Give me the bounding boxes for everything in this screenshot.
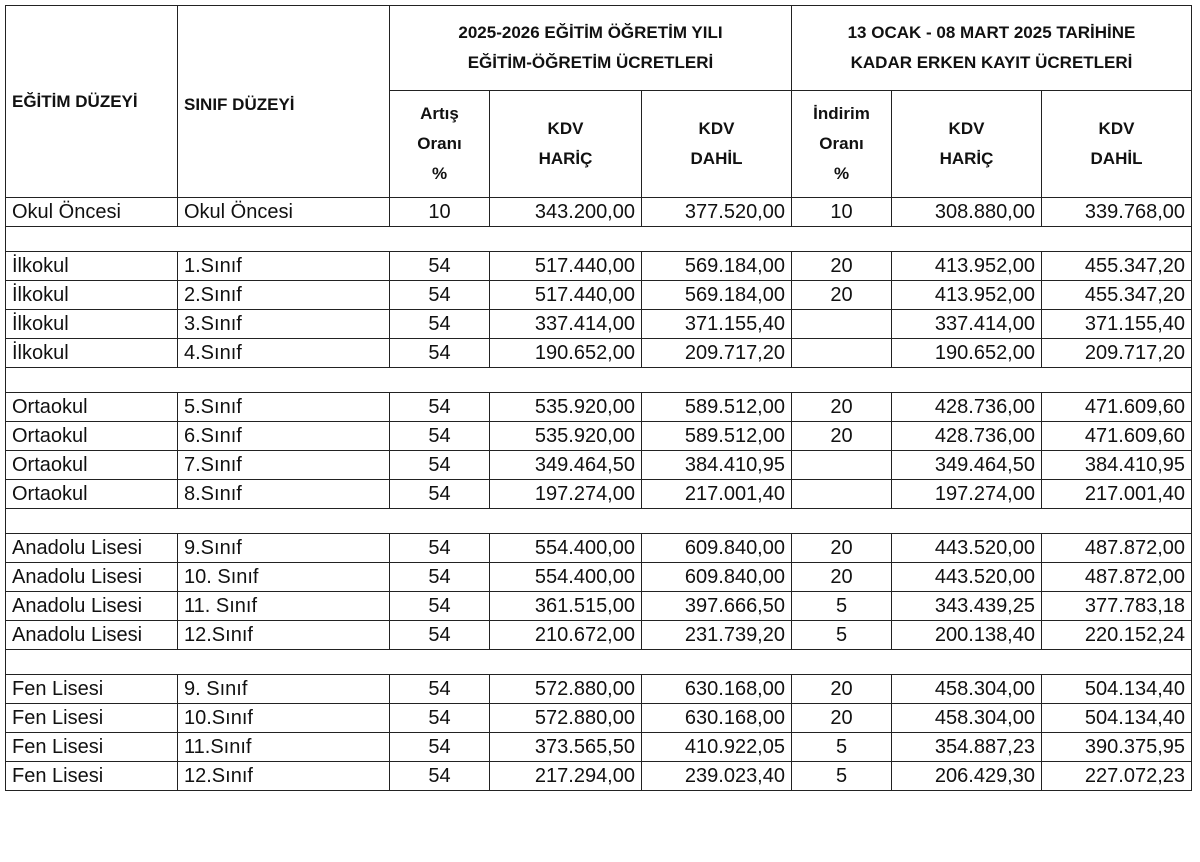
fee-excl-vat-cell: 517.440,00: [490, 281, 642, 310]
increase-rate-cell: 54: [390, 675, 490, 704]
table-row: [6, 704, 1192, 733]
discount-rate-cell: [792, 480, 892, 509]
early-fee-incl-vat-cell: 339.768,00: [1042, 198, 1192, 227]
header-fees-group-line2: EĞİTİM-ÖĞRETİM ÜCRETLERİ: [467, 53, 714, 72]
header-early-group: [792, 6, 1192, 91]
early-fee-excl-vat-cell: 354.887,23: [892, 733, 1042, 762]
discount-rate-cell: 20: [792, 534, 892, 563]
increase-rate-cell: 54: [390, 339, 490, 368]
header-row-top: [6, 6, 1192, 91]
header-early-excl-vat: [892, 91, 1042, 198]
class-level-cell: 10. Sınıf: [178, 563, 390, 592]
header-increase-rate-line: Artış: [420, 104, 459, 123]
table-row: [6, 733, 1192, 762]
fee-incl-vat-cell: 569.184,00: [642, 281, 792, 310]
early-fee-excl-vat-cell: 337.414,00: [892, 310, 1042, 339]
header-early-excl-vat-line: HARİÇ: [939, 149, 994, 168]
header-discount-rate-line: Oranı: [819, 134, 864, 153]
education-level-cell: Fen Lisesi: [6, 704, 178, 733]
early-fee-excl-vat-cell: 428.736,00: [892, 422, 1042, 451]
increase-rate-cell: 54: [390, 762, 490, 791]
fee-excl-vat-cell: 572.880,00: [490, 704, 642, 733]
education-level-cell: Anadolu Lisesi: [6, 621, 178, 650]
table-row: [6, 198, 1192, 227]
class-level-cell: 11.Sınıf: [178, 733, 390, 762]
education-level-cell: Ortaokul: [6, 480, 178, 509]
fee-incl-vat-cell: 239.023,40: [642, 762, 792, 791]
discount-rate-cell: 5: [792, 592, 892, 621]
header-increase-rate: [390, 91, 490, 198]
education-level-cell: Anadolu Lisesi: [6, 592, 178, 621]
early-fee-incl-vat-cell: 487.872,00: [1042, 534, 1192, 563]
table-row: [6, 422, 1192, 451]
fee-incl-vat-cell: 589.512,00: [642, 422, 792, 451]
fee-excl-vat-cell: 572.880,00: [490, 675, 642, 704]
fee-excl-vat-cell: 554.400,00: [490, 563, 642, 592]
header-early-incl-vat-line: KDV: [1098, 119, 1135, 138]
early-fee-excl-vat-cell: 349.464,50: [892, 451, 1042, 480]
increase-rate-cell: 54: [390, 480, 490, 509]
education-level-cell: Okul Öncesi: [6, 198, 178, 227]
early-fee-incl-vat-cell: 377.783,18: [1042, 592, 1192, 621]
fee-incl-vat-cell: 209.717,20: [642, 339, 792, 368]
class-level-cell: 12.Sınıf: [178, 621, 390, 650]
class-level-cell: 11. Sınıf: [178, 592, 390, 621]
fee-incl-vat-cell: 217.001,40: [642, 480, 792, 509]
class-level-cell: 12.Sınıf: [178, 762, 390, 791]
header-discount-rate-line: İndirim: [813, 104, 870, 123]
class-level-cell: 2.Sınıf: [178, 281, 390, 310]
increase-rate-cell: 54: [390, 252, 490, 281]
education-level-cell: Fen Lisesi: [6, 675, 178, 704]
table-row: [6, 762, 1192, 791]
header-class-level: SINIF DÜZEYİ: [178, 6, 390, 198]
fee-excl-vat-cell: 535.920,00: [490, 393, 642, 422]
table-row: [6, 451, 1192, 480]
table-row: [6, 592, 1192, 621]
table-row: [6, 621, 1192, 650]
class-level-cell: 3.Sınıf: [178, 310, 390, 339]
fee-excl-vat-cell: 337.414,00: [490, 310, 642, 339]
increase-rate-cell: 54: [390, 563, 490, 592]
class-level-cell: 7.Sınıf: [178, 451, 390, 480]
fee-incl-vat-cell: 384.410,95: [642, 451, 792, 480]
header-fees-group-line1: 2025-2026 EĞİTİM ÖĞRETİM YILI: [458, 23, 723, 42]
fee-excl-vat-cell: 361.515,00: [490, 592, 642, 621]
header-early-incl-vat: [1042, 91, 1192, 198]
early-fee-incl-vat-cell: 471.609,60: [1042, 393, 1192, 422]
increase-rate-cell: 54: [390, 451, 490, 480]
increase-rate-cell: 54: [390, 621, 490, 650]
early-fee-incl-vat-cell: 209.717,20: [1042, 339, 1192, 368]
header-incl-vat-line: KDV: [698, 119, 735, 138]
fee-excl-vat-cell: 190.652,00: [490, 339, 642, 368]
class-level-cell: 9.Sınıf: [178, 534, 390, 563]
early-fee-incl-vat-cell: 371.155,40: [1042, 310, 1192, 339]
table-row: [6, 339, 1192, 368]
fee-incl-vat-cell: 397.666,50: [642, 592, 792, 621]
spacer-row: [6, 650, 1192, 675]
fee-table: [5, 5, 1192, 791]
header-discount-rate-line: %: [833, 164, 850, 183]
fee-incl-vat-cell: 371.155,40: [642, 310, 792, 339]
education-level-cell: Fen Lisesi: [6, 762, 178, 791]
increase-rate-cell: 54: [390, 704, 490, 733]
education-level-cell: Ortaokul: [6, 422, 178, 451]
increase-rate-cell: 54: [390, 733, 490, 762]
increase-rate-cell: 54: [390, 281, 490, 310]
header-increase-rate-line: %: [431, 164, 448, 183]
fee-incl-vat-cell: 609.840,00: [642, 534, 792, 563]
discount-rate-cell: 20: [792, 281, 892, 310]
early-fee-incl-vat-cell: 471.609,60: [1042, 422, 1192, 451]
fee-incl-vat-cell: 589.512,00: [642, 393, 792, 422]
discount-rate-cell: 20: [792, 393, 892, 422]
fee-excl-vat-cell: 210.672,00: [490, 621, 642, 650]
early-fee-incl-vat-cell: 390.375,95: [1042, 733, 1192, 762]
increase-rate-cell: 54: [390, 310, 490, 339]
education-level-cell: Anadolu Lisesi: [6, 563, 178, 592]
discount-rate-cell: 5: [792, 621, 892, 650]
fee-excl-vat-cell: 517.440,00: [490, 252, 642, 281]
education-level-cell: İlkokul: [6, 339, 178, 368]
header-early-group-line1: 13 OCAK - 08 MART 2025 TARİHİNE: [847, 23, 1136, 42]
education-level-cell: İlkokul: [6, 310, 178, 339]
discount-rate-cell: 10: [792, 198, 892, 227]
header-discount-rate: [792, 91, 892, 198]
header-excl-vat-line: HARİÇ: [538, 149, 593, 168]
increase-rate-cell: 54: [390, 592, 490, 621]
table-row: [6, 675, 1192, 704]
early-fee-excl-vat-cell: 413.952,00: [892, 281, 1042, 310]
spacer-row: [6, 368, 1192, 393]
table-row: [6, 393, 1192, 422]
fee-incl-vat-cell: 377.520,00: [642, 198, 792, 227]
spacer-row: [6, 227, 1192, 252]
discount-rate-cell: 5: [792, 733, 892, 762]
early-fee-excl-vat-cell: 443.520,00: [892, 563, 1042, 592]
fee-excl-vat-cell: 373.565,50: [490, 733, 642, 762]
spacer-cell: [6, 650, 1192, 675]
education-level-cell: Ortaokul: [6, 451, 178, 480]
class-level-cell: 8.Sınıf: [178, 480, 390, 509]
fee-excl-vat-cell: 535.920,00: [490, 422, 642, 451]
table-row: [6, 252, 1192, 281]
fee-excl-vat-cell: 197.274,00: [490, 480, 642, 509]
early-fee-excl-vat-cell: 190.652,00: [892, 339, 1042, 368]
class-level-cell: 5.Sınıf: [178, 393, 390, 422]
discount-rate-cell: [792, 339, 892, 368]
early-fee-excl-vat-cell: 443.520,00: [892, 534, 1042, 563]
early-fee-incl-vat-cell: 487.872,00: [1042, 563, 1192, 592]
class-level-cell: 10.Sınıf: [178, 704, 390, 733]
discount-rate-cell: 20: [792, 563, 892, 592]
early-fee-incl-vat-cell: 227.072,23: [1042, 762, 1192, 791]
discount-rate-cell: 20: [792, 704, 892, 733]
header-education-level: EĞİTİM DÜZEYİ: [6, 6, 178, 198]
header-incl-vat: [642, 91, 792, 198]
discount-rate-cell: 20: [792, 422, 892, 451]
fee-incl-vat-cell: 630.168,00: [642, 704, 792, 733]
education-level-cell: Fen Lisesi: [6, 733, 178, 762]
header-increase-rate-line: Oranı: [417, 134, 462, 153]
early-fee-excl-vat-cell: 458.304,00: [892, 704, 1042, 733]
header-excl-vat-line: KDV: [547, 119, 584, 138]
table-row: [6, 563, 1192, 592]
header-early-incl-vat-line: DAHİL: [1090, 149, 1143, 168]
header-fees-group: [390, 6, 792, 91]
fee-incl-vat-cell: 569.184,00: [642, 252, 792, 281]
early-fee-incl-vat-cell: 455.347,20: [1042, 252, 1192, 281]
discount-rate-cell: 20: [792, 252, 892, 281]
fee-excl-vat-cell: 343.200,00: [490, 198, 642, 227]
increase-rate-cell: 54: [390, 534, 490, 563]
early-fee-incl-vat-cell: 504.134,40: [1042, 704, 1192, 733]
increase-rate-cell: 10: [390, 198, 490, 227]
early-fee-incl-vat-cell: 455.347,20: [1042, 281, 1192, 310]
spacer-row: [6, 509, 1192, 534]
header-early-group-line2: KADAR ERKEN KAYIT ÜCRETLERİ: [850, 53, 1133, 72]
early-fee-excl-vat-cell: 200.138,40: [892, 621, 1042, 650]
fee-incl-vat-cell: 231.739,20: [642, 621, 792, 650]
early-fee-incl-vat-cell: 217.001,40: [1042, 480, 1192, 509]
fee-incl-vat-cell: 630.168,00: [642, 675, 792, 704]
fee-excl-vat-cell: 554.400,00: [490, 534, 642, 563]
discount-rate-cell: 20: [792, 675, 892, 704]
increase-rate-cell: 54: [390, 393, 490, 422]
class-level-cell: 6.Sınıf: [178, 422, 390, 451]
early-fee-incl-vat-cell: 384.410,95: [1042, 451, 1192, 480]
spacer-cell: [6, 227, 1192, 252]
early-fee-excl-vat-cell: 413.952,00: [892, 252, 1042, 281]
header-excl-vat: [490, 91, 642, 198]
class-level-cell: 1.Sınıf: [178, 252, 390, 281]
fee-incl-vat-cell: 410.922,05: [642, 733, 792, 762]
class-level-cell: 4.Sınıf: [178, 339, 390, 368]
table-body: [6, 198, 1192, 791]
table-row: [6, 310, 1192, 339]
discount-rate-cell: [792, 310, 892, 339]
early-fee-excl-vat-cell: 308.880,00: [892, 198, 1042, 227]
table-row: [6, 534, 1192, 563]
education-level-cell: İlkokul: [6, 281, 178, 310]
early-fee-excl-vat-cell: 197.274,00: [892, 480, 1042, 509]
discount-rate-cell: 5: [792, 762, 892, 791]
increase-rate-cell: 54: [390, 422, 490, 451]
class-level-cell: Okul Öncesi: [178, 198, 390, 227]
education-level-cell: Anadolu Lisesi: [6, 534, 178, 563]
class-level-cell: 9. Sınıf: [178, 675, 390, 704]
early-fee-excl-vat-cell: 206.429,30: [892, 762, 1042, 791]
fee-excl-vat-cell: 349.464,50: [490, 451, 642, 480]
education-level-cell: Ortaokul: [6, 393, 178, 422]
early-fee-excl-vat-cell: 458.304,00: [892, 675, 1042, 704]
table-row: [6, 480, 1192, 509]
spacer-cell: [6, 509, 1192, 534]
early-fee-incl-vat-cell: 220.152,24: [1042, 621, 1192, 650]
spacer-cell: [6, 368, 1192, 393]
early-fee-incl-vat-cell: 504.134,40: [1042, 675, 1192, 704]
discount-rate-cell: [792, 451, 892, 480]
table-row: [6, 281, 1192, 310]
early-fee-excl-vat-cell: 343.439,25: [892, 592, 1042, 621]
education-level-cell: İlkokul: [6, 252, 178, 281]
early-fee-excl-vat-cell: 428.736,00: [892, 393, 1042, 422]
fee-incl-vat-cell: 609.840,00: [642, 563, 792, 592]
header-incl-vat-line: DAHİL: [690, 149, 743, 168]
header-early-excl-vat-line: KDV: [948, 119, 985, 138]
fee-excl-vat-cell: 217.294,00: [490, 762, 642, 791]
